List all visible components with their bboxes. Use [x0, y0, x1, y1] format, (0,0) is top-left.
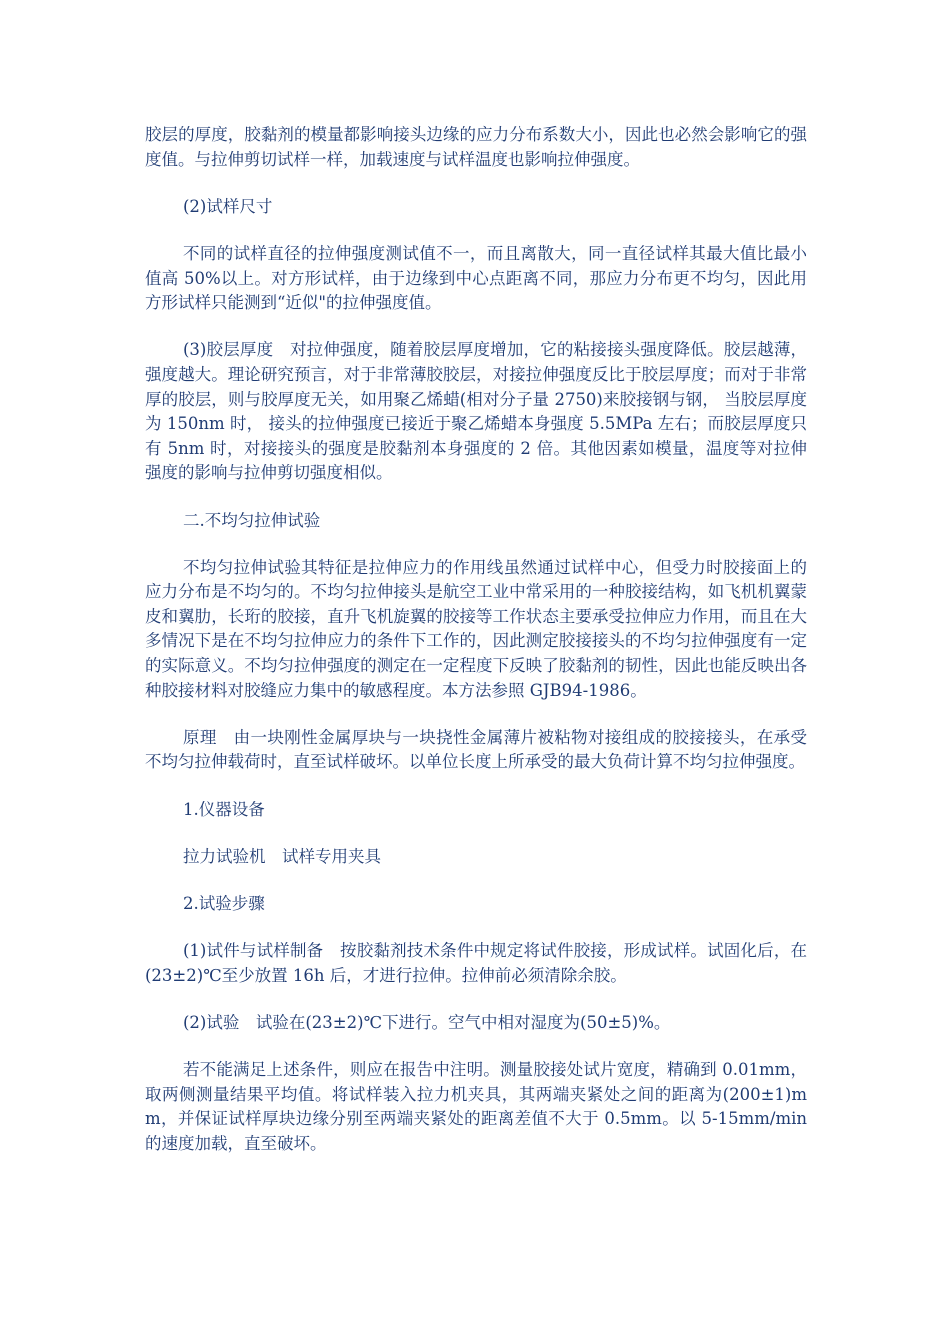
document-body — [145, 123, 807, 1179]
paragraph-equipment-list: 拉力试验机 试样专用夹具 — [183, 846, 381, 866]
paragraph-specimen-preparation: (1)试件与试样制备 按胶黏剂技术条件中规定将试件胶接，形成试样。试固化后，在(23±2)℃至少放置 16h 后，才进行拉伸。拉伸前必须清除余胶。 — [145, 941, 807, 985]
heading-test-procedure: 2.试验步骤 — [183, 894, 265, 913]
paragraph-principle: 原理 由一块刚性金属厚块与一块挠性金属薄片被粘物对接组成的胶接接头，在承受不均匀拉伸载荷时，直至试样破坏。以单位长度上所承受的最大负荷计算不均匀拉伸强度。 — [145, 727, 807, 772]
paragraph-specimen-size: 不同的试样直径的拉伸强度测试值不一，而且离散大，同一直径试样其最大值比最小值高 50%以上。对方形试样，由于边缘到中心点距离不同，那应力分布更不均匀，因此用方形试样只能测到“近似"的拉伸强度值。 — [145, 243, 807, 313]
paragraph-test-method: 若不能满足上述条件，则应在报告中注明。测量胶接处试片宽度，精确到 0.01mm，取两侧测量结果平均值。将试样装入拉力机夹具，其两端夹紧处之间的距离为(200±1)mm，并保证试样厚块边缘分别至两端夹紧处的距离差值不大于 0.5mm。以 5-15mm/min 的速度加载，直至破坏。 — [145, 1060, 807, 1153]
heading-equipment: 1.仪器设备 — [183, 799, 265, 819]
paragraph-intro-continuation: 胶层的厚度，胶黏剂的模量都影响接头边缘的应力分布系数大小，因此也必然会影响它的强度值。与拉伸剪切试样一样，加载速度与试样温度也影响拉伸强度。 — [145, 125, 807, 169]
paragraph-test-conditions: (2)试验 试验在(23±2)℃下进行。空气中相对湿度为(50±5)%。 — [183, 1012, 671, 1032]
heading-nonuniform-tensile-test: 二.不均匀拉伸试验 — [183, 510, 321, 530]
paragraph-nonuniform-tensile-description: 不均匀拉伸试验其特征是拉伸应力的作用线虽然通过试样中心，但受力时胶接面上的应力分布是不均匀的。不均匀拉伸接头是航空工业中常采用的一种胶接结构，如飞机机翼蒙皮和翼肋，长珩的胶接，直升飞机旋翼的胶接等工作状态主要承受拉伸应力作用，而且在大多情况下是在不均匀拉伸应力的条件下工作的，因此测定胶接接头的不均匀拉伸强度有一定的实际意义。不均匀拉伸强度的测定在一定程度下反映了胶黏剂的韧性，因此也能反映出各种胶接材料对胶缝应力集中的敏感程度。本方法参照 GJB94-1986。 — [145, 557, 807, 700]
heading-specimen-size: (2)试样尺寸 — [183, 196, 273, 216]
paragraph-adhesive-thickness: (3)胶层厚度 对拉伸强度，随着胶层厚度增加，它的粘接接头强度降低。胶层越薄，强度越大。理论研究预言，对于非常薄胶胶层，对接拉伸强度反比于胶层厚度；而对于非常厚的胶层，则与胶厚度无关，如用聚乙烯蜡(相对分子量 2750)来胶接钢与钢， 当胶层厚度为 150nm 时， 接头的拉伸强度已接近于聚乙烯蜡本身强度 5.5MPa 左右；而胶层厚度只有 5nm 时，对接接头的强度是胶黏剂本身强度的 2 倍。其他因素如模量，温度等对拉伸强度的影响与拉伸剪切强度相似。 — [145, 340, 807, 483]
